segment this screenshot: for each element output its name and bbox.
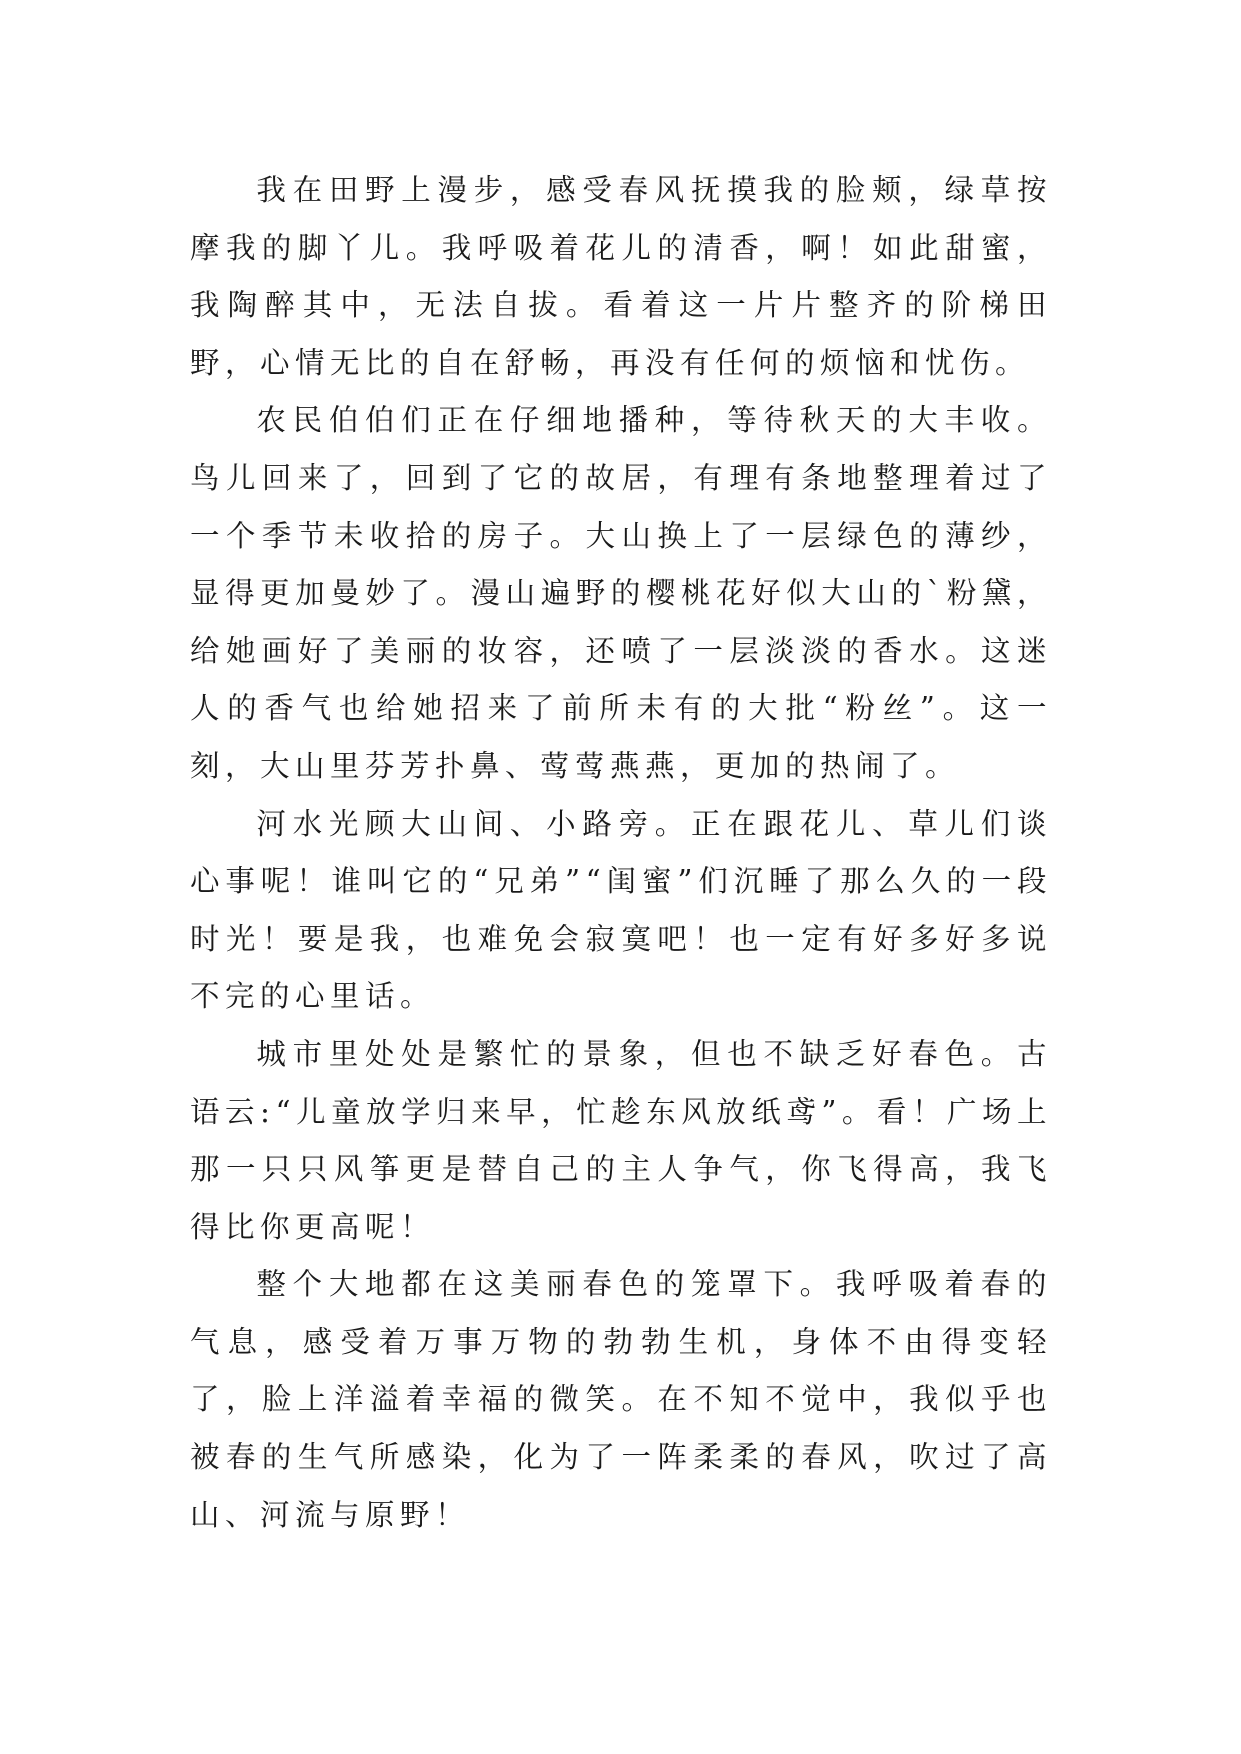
paragraph-3: 河水光顾大山间、小路旁。正在跟花儿、草儿们谈心事呢！谁叫它的“兄弟”“闺蜜”们沉睡了那么久的一段时光！要是我，也难免会寂寞吧！也一定有好多好多说不完的心里话。 (190, 806, 1052, 1014)
paragraph-1: 我在田野上漫步，感受春风抚摸我的脸颊，绿草按摩我的脚丫儿。我呼吸着花儿的清香，啊！如此甜蜜，我陶醉其中，无法自拔。看着这一片片整齐的阶梯田野，心情无比的自在舒畅，再没有任何的烦恼和忧伤。 (190, 173, 1052, 380)
paragraph-2: 农民伯伯们正在仔细地播种，等待秋天的大丰收。鸟儿回来了，回到了它的故居，有理有条地整理着过了一个季节未收拾的房子。大山换上了一层绿色的薄纱，显得更加曼妙了。漫山遍野的樱桃花好似大山的`粉黛，给她画好了美丽的妆容，还喷了一层淡淡的香水。这迷人的香气也给她招来了前所未有的大批“粉丝”。这一刻，大山里芬芳扑鼻、莺莺燕燕，更加的热闹了。 (190, 403, 1052, 783)
document-body (190, 162, 1052, 1544)
paragraph-5: 整个大地都在这美丽春色的笼罩下。我呼吸着春的气息，感受着万事万物的勃勃生机，身体不由得变轻了，脸上洋溢着幸福的微笑。在不知不觉中，我似乎也被春的生气所感染，化为了一阵柔柔的春风，吹过了高山、河流与原野！ (190, 1267, 1052, 1532)
paragraph-4: 城市里处处是繁忙的景象，但也不缺乏好春色。古语云:“儿童放学归来早，忙趁东风放纸鸢”。看！广场上那一只只风筝更是替自己的主人争气，你飞得高，我飞得比你更高呢！ (190, 1036, 1052, 1244)
